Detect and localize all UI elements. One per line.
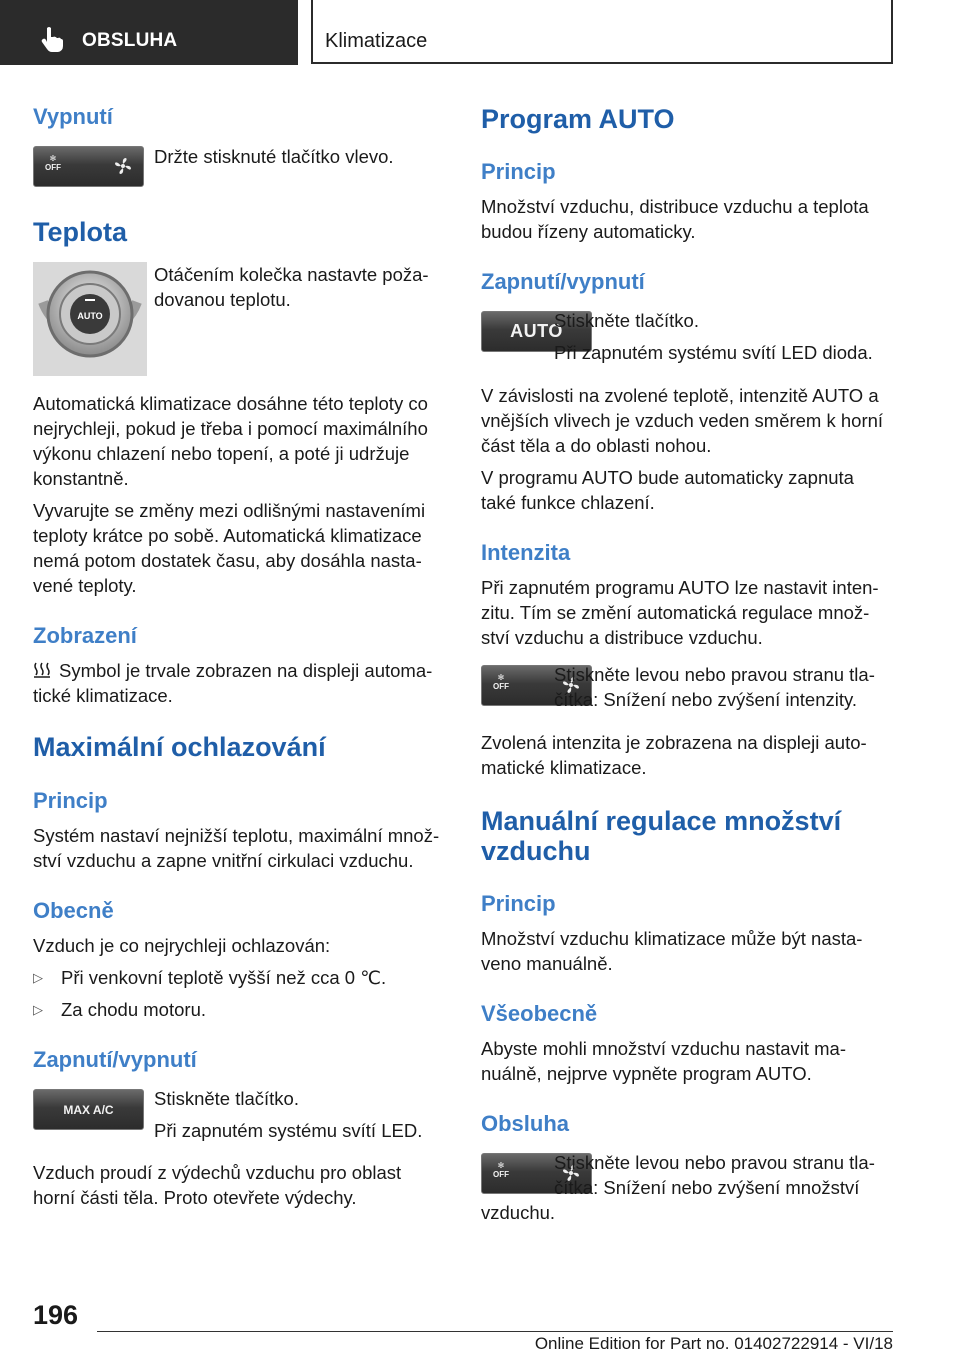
text-teplota-p2-1: Automatická klimatizace dosáhne této teploty co <box>33 393 428 414</box>
knob-icon <box>33 262 147 376</box>
header-topic-box <box>311 0 893 64</box>
heading-intenzita: Intenzita <box>481 540 571 565</box>
text-princip-2: budou řízeny automaticky. <box>481 221 696 242</box>
heading-princip-2: Princip <box>481 891 556 916</box>
text-princip-1: Systém nastaví nejnižší teplotu, maximální množ- <box>33 825 440 846</box>
auto-button-image: AUTO <box>481 311 592 352</box>
fan-off-icon: ✻ OFF <box>493 673 509 691</box>
heading-zobrazeni: Zobrazení <box>33 623 137 648</box>
text-obsluha-2: čítka: Snížení nebo zvýšení množství <box>554 1177 860 1198</box>
triangle-bullet-icon: ▷ <box>33 1002 43 1017</box>
text-teplota-p2-2: nejrychleji, pokud je třeba i pomocí maximálního <box>33 418 428 439</box>
text-man-princip-2: veno manuálně. <box>481 953 613 974</box>
heading-obecne: Obecně <box>33 898 114 923</box>
heading-teplota: Teplota <box>33 217 127 247</box>
text-zapnuti-3: V závislosti na zvolené teplotě, intenzitě AUTO a <box>481 385 879 406</box>
text-obsluha-3: vzduchu. <box>481 1202 556 1223</box>
text-zapnuti-4: vnějších vlivech je vzduch veden směrem k horní <box>481 410 884 431</box>
page-number: 196 <box>33 1300 79 1330</box>
text-zapnuti-2: Při zapnutém systému svítí LED dioda. <box>554 342 873 363</box>
text-zapnuti-1: Stiskněte tlačítko. <box>154 1088 299 1109</box>
text-teplota-p3-1: Vyvarujte se změny mezi odlišnými nastaveními <box>33 500 426 521</box>
fan-off-button-image <box>33 146 144 187</box>
text-teplota-p3-4: vené teploty. <box>33 575 137 596</box>
heading-zapnuti: Zapnutí/vypnutí <box>33 1047 197 1072</box>
text-man-princip-1: Množství vzduchu klimatizace může být nasta- <box>481 928 863 949</box>
fan-off-icon: ✻ OFF <box>45 154 61 172</box>
hand-pointer-icon <box>38 26 68 52</box>
text-teplota-p2-4: konstantně. <box>33 468 129 489</box>
heading-max-ochlazovani: Maximální ochlazování <box>33 732 326 762</box>
text-zapnuti-3: Vzduch proudí z výdechů vzduchu pro oblast <box>33 1162 402 1183</box>
fan-off-icon: ✻ OFF <box>493 1161 509 1179</box>
text-princip-1: Množství vzduchu, distribuce vzduchu a teplota <box>481 196 869 217</box>
footer-divider <box>97 1331 893 1332</box>
text-zapnuti-5: část těla a do oblasti nohou. <box>481 435 712 456</box>
heading-vseobecne: Všeobecně <box>481 1001 598 1026</box>
text-teplota-p3-3: nemá potom dostatek času, aby dosáhla nasta- <box>33 550 422 571</box>
text-int-btn-1: Stiskněte levou nebo pravou stranu tla- <box>554 664 875 685</box>
text-intenzita-5: matické klimatizace. <box>481 757 647 778</box>
text-teplota-1: Otáčením kolečka nastavte poža- <box>154 264 429 285</box>
text-teplota-p2-3: výkonu chlazení nebo topení, a poté ji udržuje <box>33 443 410 464</box>
fan-icon <box>113 156 133 176</box>
heading-princip: Princip <box>33 788 108 813</box>
text-vseobecne-2: nuálně, nejprve vypněte program AUTO. <box>481 1063 812 1084</box>
text-obsluha-1: Stiskněte levou nebo pravou stranu tla- <box>554 1152 875 1173</box>
text-vseobecne-1: Abyste mohli množství vzduchu nastavit ma- <box>481 1038 847 1059</box>
heading-program-auto: Program AUTO <box>481 104 675 134</box>
text-intenzita-3: ství vzduchu a distribuce vzduchu. <box>481 627 763 648</box>
text-zapnuti-1: Stiskněte tlačítko. <box>554 310 699 331</box>
text-teplota-2: dovanou teplotu. <box>154 289 291 310</box>
topic-label: Klimatizace <box>325 30 428 52</box>
heading-zapnuti: Zapnutí/vypnutí <box>481 269 645 294</box>
text-intenzita-2: zitu. Tím se změní automatická regulace množ- <box>481 602 870 623</box>
max-ac-button-image: MAX A/C <box>33 1089 144 1130</box>
text-vypnuti: Držte stisknuté tlačítko vlevo. <box>154 146 394 167</box>
bullet-item: ▷ Při venkovní teplotě vyšší než cca 0 ℃. <box>33 965 386 991</box>
heading-vypnuti: Vypnutí <box>33 104 113 129</box>
text-zapnuti-4: horní části těla. Proto otevřete výdechy. <box>33 1187 357 1208</box>
heading-obsluha: Obsluha <box>481 1111 570 1136</box>
text-obecne: Vzduch je co nejrychleji ochlazován: <box>33 935 331 956</box>
text-intenzita-1: Při zapnutém programu AUTO lze nastavit inten- <box>481 577 879 598</box>
text-intenzita-4: Zvolená intenzita je zobrazena na displeji auto- <box>481 732 867 753</box>
text-zapnuti-6: V programu AUTO bude automaticky zapnuta <box>481 467 854 488</box>
svg-text:AUTO: AUTO <box>77 311 103 321</box>
header-section-tab <box>0 0 298 65</box>
text-int-btn-2: čítka: Snížení nebo zvýšení intenzity. <box>554 689 858 710</box>
text-zobrazeni-2: tické klimatizace. <box>33 685 173 706</box>
bullet-item: ▷ Za chodu motoru. <box>33 997 206 1023</box>
temperature-knob-image <box>33 262 147 376</box>
text-princip-2: ství vzduchu a zapne vnitřní cirkulaci vzduchu. <box>33 850 414 871</box>
heading-manualni-2: vzduchu <box>481 836 591 866</box>
text-zobrazeni-1: Symbol je trvale zobrazen na displeji automa- <box>59 660 433 681</box>
heading-manualni-1: Manuální regulace množství <box>481 806 842 836</box>
text-teplota-p3-2: teploty krátce po sobě. Automatická klimatizace <box>33 525 422 546</box>
section-label: OBSLUHA <box>82 30 178 51</box>
text-zapnuti-2: Při zapnutém systému svítí LED. <box>154 1120 423 1141</box>
edition-text: Online Edition for Part no. 01402722914 - VI/18 <box>534 1334 893 1353</box>
heading-princip: Princip <box>481 159 556 184</box>
heat-waves-icon <box>33 662 51 678</box>
text-zapnuti-7: také funkce chlazení. <box>481 492 655 513</box>
triangle-bullet-icon: ▷ <box>33 970 43 985</box>
